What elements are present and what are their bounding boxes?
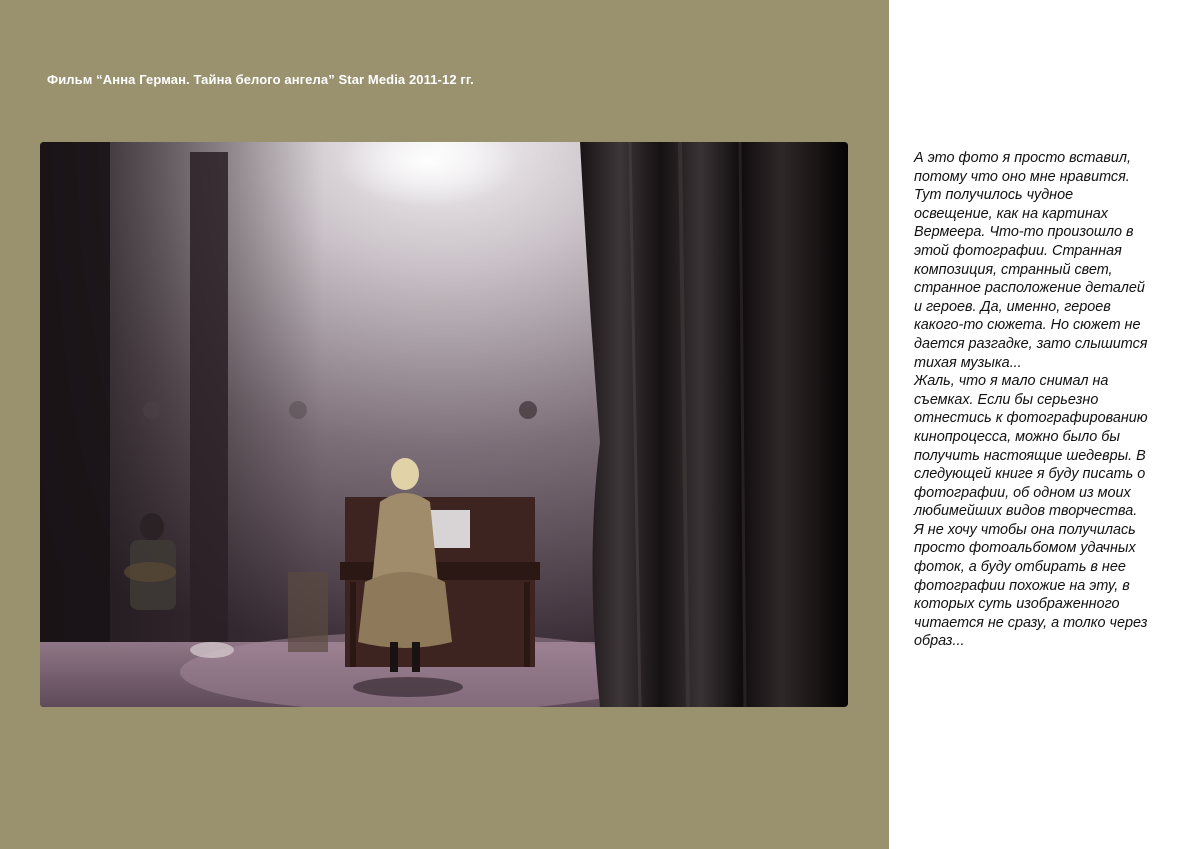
caption-line: Тут получилось чудное: [914, 187, 1074, 204]
caption-line: которых суть изображенного: [914, 596, 1120, 613]
caption-line: дается разгадке, зато слышится: [914, 335, 1148, 352]
caption-line: любимейших видов творчества.: [914, 503, 1138, 520]
caption-line: и героев. Да, именно, героев: [914, 298, 1111, 315]
caption-line: Жаль, что я мало снимал на: [914, 373, 1109, 390]
stage-photo: [40, 142, 848, 707]
caption-line: съемках. Если бы серьезно: [914, 391, 1099, 408]
caption-line: этой фотографии. Странная: [914, 242, 1122, 259]
caption-line: потому что оно мне нравится.: [914, 168, 1130, 185]
caption-line: какого-то сюжета. Но сюжет не: [914, 317, 1141, 334]
caption-line: просто фотоальбомом удачных: [914, 540, 1136, 557]
caption-line: отнестись к фотографированию: [914, 410, 1148, 427]
page-title: Фильм “Анна Герман. Тайна белого ангела” Star Media 2011-12 гг.: [47, 72, 474, 87]
caption-line: следующей книге я буду писать о: [914, 466, 1146, 483]
caption-line: Я не хочу чтобы она получилась: [914, 521, 1136, 538]
caption-line: композиция, странный свет,: [914, 261, 1113, 278]
caption-line: образ...: [914, 633, 965, 650]
caption-line: Вермеера. Что-то произошло в: [914, 224, 1134, 241]
caption-line: получить настоящие шедевры. В: [914, 447, 1146, 464]
caption-line: странное расположение деталей: [914, 280, 1145, 297]
caption-line: освещение, как на картинах: [914, 205, 1108, 222]
caption-text: [914, 149, 1176, 651]
caption-line: читается не сразу, а толко через: [914, 614, 1148, 631]
caption-line: кинопроцесса, можно было бы: [914, 428, 1120, 445]
caption-line: фотографии, об одном из моих: [914, 484, 1131, 501]
caption-line: тихая музыка...: [914, 354, 1022, 371]
caption-line: фоток, а буду отбирать в нее: [914, 559, 1126, 576]
caption-line: А это фото я просто вставил,: [914, 150, 1131, 166]
caption-line: фотографии похожие на эту, в: [914, 577, 1130, 594]
stage-photo-illustration: [40, 142, 848, 707]
